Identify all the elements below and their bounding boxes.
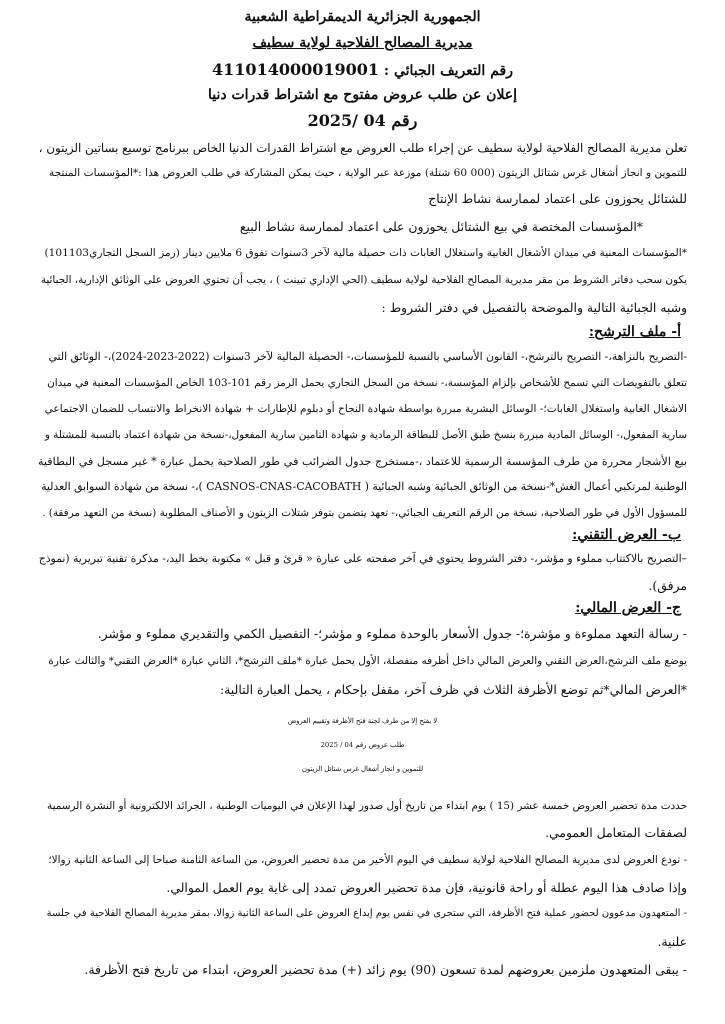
section-a-line: تتعلق بالتفويضات التي تسمح للأشخاص بإلزام المؤسسة،- نسخة من السجل التجاري يحمل الرمز رقم 101-103 الخاص المؤسسات المعنية في ميدان (47, 377, 687, 389)
section-b-title: ب- العرض التقني: (572, 527, 681, 543)
directorate-title: مديرية المصالح الفلاحية لولاية سطيف (252, 35, 473, 51)
section-a-line: الاشغال الغابية واستغلال الغابات؛- الوسائل البشرية مبررة بواسطة شهادة النجاح أو دبلوم للإطارات + شهادة الانخراط والانتساب للضمان الاجتماعي (44, 403, 687, 415)
closing-line: حددت مدة تحضير العروض خمسة عشر (15 ) يوم ابتداء من تاريخ أول صدور لهذا الإعلان في اليوميات الوطنية ، الجرائد الالكترونية أو النشرة الرسمية (47, 800, 687, 812)
closing-line: وإذا صادف هذا اليوم عطلة أو راحة قانونية، فإن مدة تحضير العروض تمدد إلى غاية يوم العمل الموالي. (166, 880, 687, 895)
closing-line: علنية. (657, 934, 687, 949)
section-a-line: الوطنية لمرتكبي أعمال الغش*-نسخة من الوثائق الجبائية وشبه الجبائية ( CASNOS-CNAS-CACOBATH )،- نسخة من شهادة السوابق العدلية (41, 480, 687, 493)
section-a-line: سارية المفعول،- الوسائل المادية مبررة بنسخ طبق الأصل للبطاقة الرمادية و شهادة التامين سارية المفعول،-نسخة من شهادة اعتماد بالنسبة للمشتلة و (44, 429, 687, 441)
section-a-line: بيع الأشجار محررة من طرف المؤسسة الرسمية للاعتماد ،-مستخرج جدول الضرائب في طور الصلاحية يحمل عبارة * غير مسجل في البطاقية (37, 455, 687, 468)
section-b-line: –التصريح بالاكتتاب مملوء و مؤشر،- دفتر الشروط يحتوي في آخر صفحته على عبارة « قرئ و قبل » مكتوبة بخط اليد،- مذكرة تقنية تبريرية (نموذج (38, 552, 687, 565)
notice-number: رقم 04 /2025 (307, 111, 418, 130)
section-a-line: للمسؤول الأول في طور الصلاحية، نسخة من الرقم التعريف الجبائي،- تعهد يتضمن بتوفر شتلات الزيتون و الأصناف المطلوبة (نسخة من التعهد مرفقة) . (42, 507, 687, 519)
tax-id-label: رقم التعريف الجبائي : (383, 63, 513, 79)
envelope-line: لا يفتح إلا من طرف لجنة فتح الأظرفة وتقييم العروض (287, 717, 438, 725)
closing-line: - تودع العروض لدى مديرية المصالح الفلاحية لولاية سطيف في اليوم الأخير من مدة تحضير العروض، من الساعة الثامنة صباحا إلى الساعة الثانية زوالا؛ (48, 854, 687, 866)
notice-title: إعلان عن طلب عروض مفتوح مع اشتراط قدرات دنيا (207, 87, 518, 103)
section-c-line: - رسالة التعهد مملوءة و مؤشرة؛- جدول الأسعار بالوحدة مملوء و مؤشر؛- التفصيل الكمي والتقديري مملوء و مؤشر. (97, 626, 687, 641)
intro-line: يكون سحب دفاتر الشروط من مقر مديرية المصالح الفلاحية لولاية سطيف (الحي الإداري تبينت ) ، يجب أن تحتوي العروض على الوثائق الإدارية، الجبائية (40, 274, 687, 286)
closing-line: - المتعهدون مدعوون لحضور عملية فتح الأظرفة، التي ستجرى في نفس يوم إيداع العروض على الساعة الثانية زوالا، بمقر مديرية المصالح الفلاحية في جلسة (46, 908, 687, 919)
intro-line: وشبه الجبائية التالية والموضحة بالتفصيل في دفتر الشروط : (381, 300, 687, 315)
section-a-line: -التصريح بالنزاهة،- التصريح بالترشح،- القانون الأساسي بالنسبة للمؤسسات،- الحصيلة المالية لآخر 3سنوات (2022-2023-2024)،- الوثائق التي (48, 350, 687, 363)
section-c-title: ج- العرض المالي: (575, 600, 681, 616)
intro-line: للتموين و انجاز أشغال غرس شتائل الزيتون (000 60 شتلة) موزعة عبر الولاية ، حيث يمكن المشاركة في طلب العروض هذا :*المؤسسات المنتجة (49, 167, 687, 179)
intro-line: *المؤسسات المختصة في بيع الشتائل يحوزون على اعتماد لممارسة نشاط البيع (239, 219, 643, 234)
envelope-line: للتموين و انجاز أشغال غرس شتائل الزيتون (301, 765, 424, 773)
closing-line: لصفقات المتعامل العمومي. (545, 825, 687, 840)
closing-line: - يبقى المتعهدون ملزمين بعروضهم لمدة تسعون (90) يوم زائد (+) مدة تحضير العروض، ابتداء من تاريخ فتح الأظرفة. (84, 962, 687, 977)
tax-id-line (0, 62, 725, 78)
tax-id-value: 411014000019001 (212, 60, 380, 79)
intro-line: تعلن مديرية المصالح الفلاحية لولاية سطيف عن إجراء طلب العروض مع اشتراط القدرات الدنيا الخاص ببرنامج توسيع بساتين الزيتون ، (38, 141, 687, 155)
republic-title: الجمهورية الجزائرية الديمقراطية الشعبية (244, 9, 481, 25)
intro-line: *المؤسسات المعنية في ميدان الأشغال الغابية واستغلال الغابات ذات حصيلة مالية لآخر 3سنوات تفوق 6 ملايين دينار (رمز السجل التجاري101103) (44, 247, 687, 259)
section-c-line: يوضع ملف الترشح،العرض التقني والعرض المالي داخل أظرفه منفصلة، الأول يحمل عبارة *ملف الترشح*، الثاني عبارة *العرض التقني* والثالث عبارة (48, 655, 687, 667)
section-c-line: *العرض المالي*ثم توضع الأظرفة الثلاث في ظرف آخر، مقفل بإحكام ، يحمل العبارة التالية: (219, 682, 687, 697)
section-a-title: أ- ملف الترشح: (588, 324, 681, 340)
section-b-line: مرفق). (648, 578, 687, 593)
intro-line: للشتائل يحوزون على اعتماد لممارسة نشاط الإنتاج (428, 191, 687, 206)
envelope-line: طلب عروض رقم 04 / 2025 (320, 741, 405, 749)
